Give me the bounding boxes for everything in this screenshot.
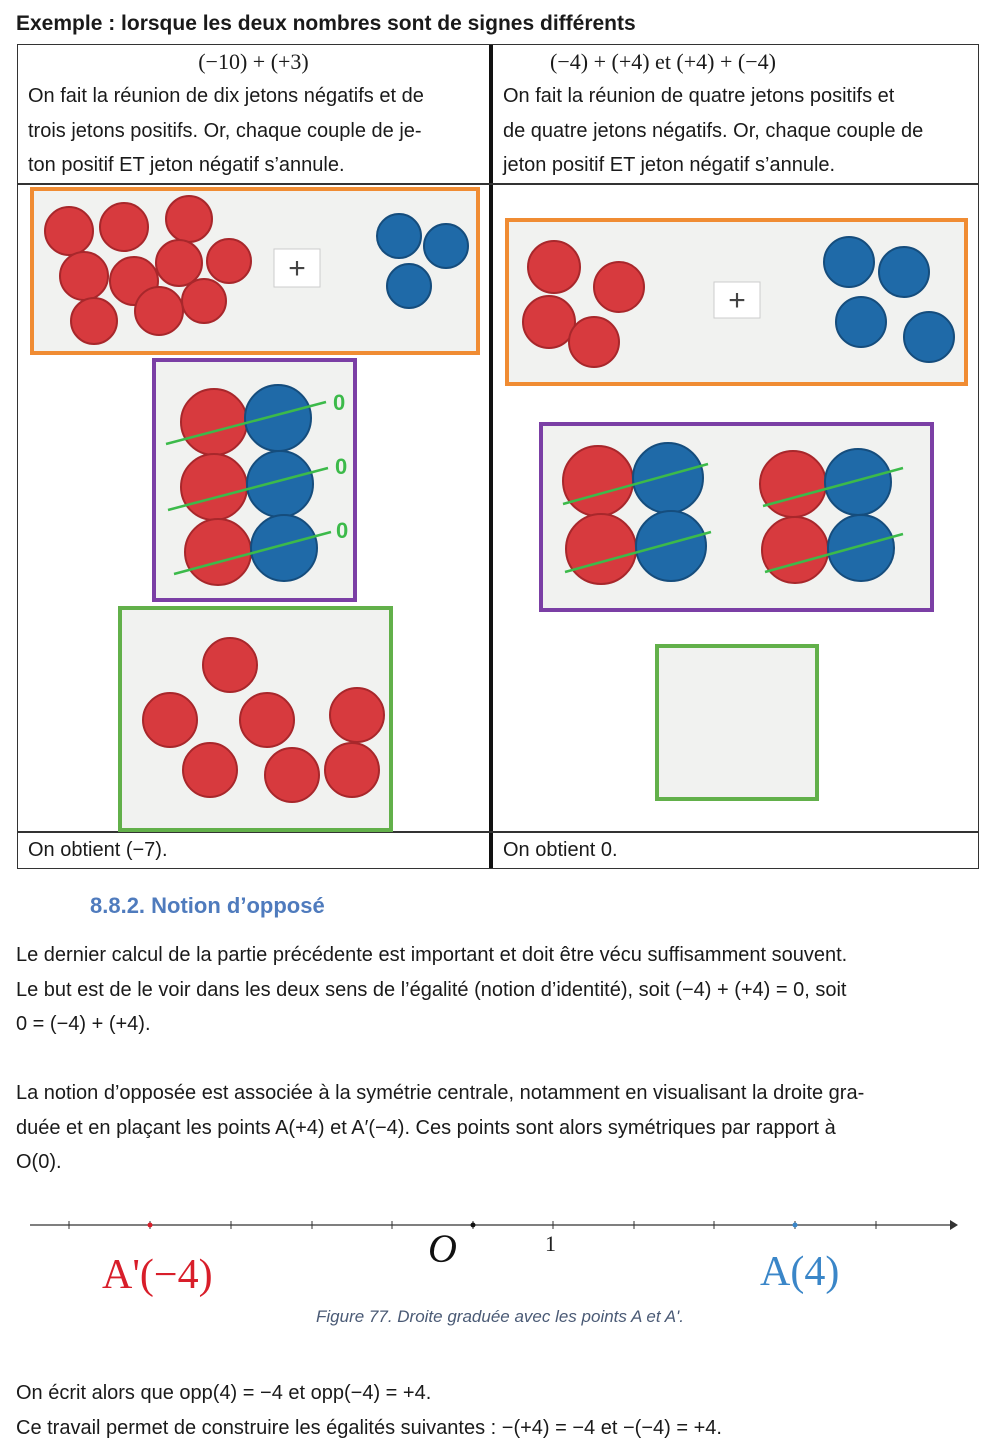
paragraph-line: La notion d’opposée est associée à la symétrie centrale, notamment en visualisant la droite gra- [16,1082,865,1104]
left-plus-sign: + [288,252,306,285]
paragraph-1 [16,938,976,1042]
paragraph-line: O(0). [16,1151,62,1173]
paragraph-line: 0 = (−4) + (+4). [16,1013,151,1035]
row-divider-top [18,183,978,185]
paragraph-line: On écrit alors que opp(4) = −4 et opp(−4) = +4. [16,1382,432,1404]
left-pairs-tokens [156,362,353,598]
column-divider [489,45,493,868]
paragraph-line: Ce travail permet de construire les égalités suivantes : −(+4) = −4 et −(−4) = +4. [16,1416,722,1439]
right-union-photo [505,218,968,386]
left-text-line: trois jetons positifs. Or, chaque couple de je- [28,119,422,142]
right-plus-sign: + [728,284,746,317]
left-result-photo [118,606,393,832]
point-o [471,1223,476,1228]
left-union-photo [30,187,480,355]
right-text [503,79,923,183]
left-text [28,79,424,183]
example-heading: Exemple : lorsque les deux nombres sont de signes différents [16,12,636,35]
left-text-line: On fait la réunion de dix jetons négatifs et de [28,85,424,107]
label-a: A(4) [760,1249,840,1295]
left-result: On obtient (−7). [28,839,168,861]
left-pairs-photo [152,358,357,602]
left-text-line: ton positif ET jeton négatif s’annule. [28,154,345,176]
paragraph-line: duée et en plaçant les points A(+4) et A′(−4). Ces points sont alors symétriques par rapport à [16,1116,836,1139]
left-union-tokens [34,191,476,351]
zero-label: 0 [336,518,349,543]
label-one: 1 [545,1231,556,1256]
right-union-tokens [509,222,964,382]
arrow-head-icon [950,1220,958,1230]
paragraph-line: Le dernier calcul de la partie précédente est important et doit être vécu suffisamment souvent. [16,944,848,966]
left-result-tokens [122,610,389,828]
label-o: O [428,1226,457,1271]
point-a-prime [148,1223,153,1228]
figure-caption: Figure 77. Droite graduée avec les points A et A'. [316,1307,684,1326]
paragraph-line: Le but est de le voir dans les deux sens de l’égalité (notion d’identité), soit (−4) + (+4) = 0, soit [16,978,847,1001]
paragraph-3 [16,1376,976,1445]
tokens-table [17,44,979,869]
point-a [793,1223,798,1228]
right-text-line: de quatre jetons négatifs. Or, chaque couple de [503,119,924,142]
zero-label: 0 [333,390,346,415]
right-pairs-photo [539,422,934,612]
section-title: 8.8.2. Notion d’opposé [90,893,325,918]
right-text-line: jeton positif ET jeton négatif s’annule. [503,154,836,176]
right-result: On obtient 0. [503,839,618,861]
zero-label: 0 [335,454,348,479]
number-line [0,1205,1000,1305]
label-a-prime: A'(−4) [102,1252,213,1298]
left-header: (−10) + (+3) [198,49,309,74]
paragraph-2 [16,1076,976,1180]
right-result-photo [655,644,819,801]
right-text-line: On fait la réunion de quatre jetons positifs et [503,85,895,107]
right-header: (−4) + (+4) et (+4) + (−4) [550,49,776,74]
right-pairs-tokens [543,426,930,608]
